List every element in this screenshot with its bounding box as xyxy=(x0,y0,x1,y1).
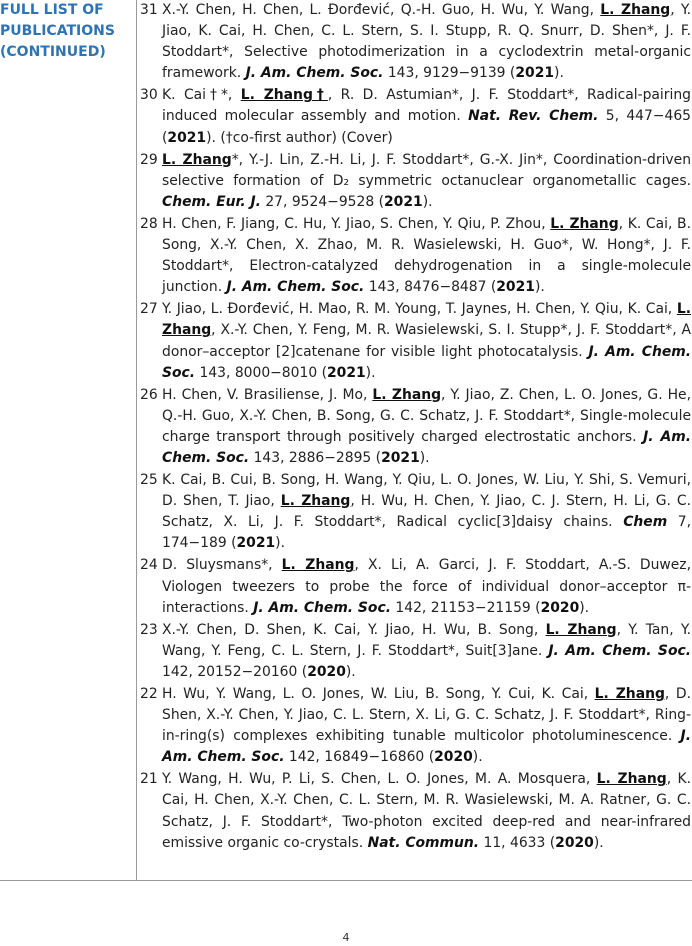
highlighted-author: L. Zhang xyxy=(550,215,619,232)
publication-note: ). xyxy=(365,364,376,381)
publication-year: 2020 xyxy=(307,663,346,680)
publication-title: , H. Wu, H. Chen, Y. Jiao, C. J. Stern, H. Li, G. C. Schatz, X. Li, J. F. Stoddart*, Radical cyclic[3]daisy chains. xyxy=(162,493,691,531)
publication-volume-pages: 142, 21153−21159 ( xyxy=(390,599,541,616)
journal-name: Nat. Commun. xyxy=(367,834,480,851)
highlighted-author: L. Zhang xyxy=(372,386,442,403)
publication-year: 2021 xyxy=(384,193,423,210)
publication-authors: Y. Jiao, L. Đorđević, H. Mao, R. M. Young, T. Jaynes, H. Chen, Y. Qiu, K. Cai, xyxy=(162,301,677,318)
journal-name: J. Am. Chem. Soc. xyxy=(245,65,384,82)
publication-number: 27 xyxy=(140,301,158,318)
publication-number: 23 xyxy=(140,621,158,638)
section-heading xyxy=(0,0,136,63)
publication-volume-pages: 5, 447−465 ( xyxy=(162,108,692,146)
publication-entry xyxy=(140,684,691,768)
publication-note: ). (†co-first author) (Cover) xyxy=(206,129,393,146)
publication-year: 2020 xyxy=(540,599,580,616)
highlighted-author: L. Zhang xyxy=(600,2,671,18)
highlighted-author: L. Zhang† xyxy=(240,87,328,104)
publication-title: , X.-Y. Chen, Y. Feng, M. R. Wasielewski, S. I. Stupp*, J. F. Stoddart*, A donor–acceptor [2]catenane for visible light photocatalysis. xyxy=(162,322,691,360)
publication-note: ). xyxy=(534,279,545,296)
publication-note: ). xyxy=(579,599,590,616)
publication-year: 2021 xyxy=(236,535,276,552)
publication-title: , Y. Jiao, Z. Chen, L. O. Jones, G. He, Q.-H. Guo, X.-Y. Chen, B. Song, G. C. Schatz, J. F. Stoddart*, Single-molecule charge transport through positively charged electrostatic anchors. xyxy=(162,386,691,445)
publication-note: ). xyxy=(419,449,430,466)
journal-name: Chem xyxy=(623,514,668,531)
publication-number: 26 xyxy=(140,386,158,403)
publication-authors: H. Wu, Y. Wang, L. O. Jones, W. Liu, B. Song, Y. Cui, K. Cai, xyxy=(162,686,595,702)
publication-number: 31 xyxy=(140,2,158,18)
publication-authors: X.-Y. Chen, D. Shen, K. Cai, Y. Jiao, H. Wu, B. Song, xyxy=(162,621,546,638)
publication-number: 28 xyxy=(140,215,158,232)
publication-note: ). xyxy=(554,65,564,82)
journal-name: J. Am. Chem. Soc. xyxy=(162,343,692,381)
publication-volume-pages: 143, 8476−8487 ( xyxy=(364,279,497,296)
publication-number: 24 xyxy=(140,557,158,574)
publication-note: ). xyxy=(345,663,356,680)
vertical-divider xyxy=(136,0,137,880)
publication-volume-pages: 142, 16849−16860 ( xyxy=(284,749,435,766)
publication-authors: K. Cai†*, xyxy=(162,87,241,104)
publication-title: , Y. Jiao, K. Cai, H. Chen, C. L. Stern, S. I. Stupp, R. Q. Snurr, D. Shen*, J. F. Stoddart*, Selective photodimerization in a cyclodextrin metal-organic framework. xyxy=(162,2,691,82)
publication-entry xyxy=(140,85,691,148)
publication-title: , Y. Tan, Y. Wang, Y. Feng, C. L. Stern, J. F. Stoddart*, Suit[3]ane. xyxy=(162,621,691,659)
highlighted-author: L. Zhang xyxy=(594,686,665,702)
journal-name: Chem. Eur. J. xyxy=(162,193,261,210)
publication-authors: K. Cai, B. Cui, B. Song, H. Wang, Y. Qiu, L. O. Jones, W. Liu, Y. Shi, S. Vemuri, D. Shen, T. Jiao, xyxy=(162,472,691,510)
publication-authors: D. Sluysmans*, xyxy=(162,557,282,574)
journal-name: J. Am. Chem. Soc. xyxy=(162,428,691,466)
highlighted-author: L. Zhang xyxy=(281,557,355,574)
publication-number: 21 xyxy=(140,771,158,788)
publication-volume-pages: 11, 4633 ( xyxy=(479,834,556,851)
publication-volume-pages: 143, 8000−8010 ( xyxy=(195,364,327,381)
publication-number: 30 xyxy=(140,87,158,104)
publication-authors: H. Chen, V. Brasiliense, J. Mo, xyxy=(162,386,373,403)
publication-entry xyxy=(140,555,691,618)
publication-year: 2021 xyxy=(381,449,420,466)
highlighted-author: L. Zhang xyxy=(162,301,691,339)
publication-note: ). xyxy=(275,535,286,552)
bottom-divider xyxy=(0,880,692,881)
publication-entry xyxy=(140,0,691,84)
publication-note: ). xyxy=(593,834,604,851)
publication-note: ). xyxy=(422,193,433,210)
highlighted-author: L. Zhang xyxy=(280,493,351,510)
publication-entry xyxy=(140,620,691,683)
publication-title: , X. Li, A. Garci, J. F. Stoddart, A.-S. Duwez, Viologen tweezers to probe the force of individual donor–acceptor π-interactions. xyxy=(162,557,691,616)
publication-note: ). xyxy=(472,749,483,766)
journal-name: Nat. Rev. Chem. xyxy=(468,108,599,125)
publication-authors: Y. Wang, H. Wu, P. Li, S. Chen, L. O. Jones, M. A. Mosquera, xyxy=(162,771,597,788)
publication-title: , K. Cai, B. Song, X.-Y. Chen, X. Zhao, M. R. Wasielewski, H. Guo*, W. Hong*, J. F. Stoddart*, Electron-catalyzed dehydrogenation in a single-molecule junction. xyxy=(162,215,691,296)
publication-year: 2021 xyxy=(496,279,535,296)
highlighted-author: L. Zhang xyxy=(545,621,617,638)
publication-year: 2020 xyxy=(434,749,473,766)
publication-volume-pages: 27, 9524−9528 ( xyxy=(260,193,385,210)
journal-name: J. Am. Chem. Soc. xyxy=(226,279,365,296)
publication-year: 2021 xyxy=(327,364,366,381)
publication-year: 2021 xyxy=(167,129,207,146)
publication-number: 25 xyxy=(140,472,158,489)
publication-title: , R. D. Astumian*, J. F. Stoddart*, Radical-pairing induced molecular assembly and motion. xyxy=(162,87,691,125)
publication-volume-pages: 142, 20152−20160 ( xyxy=(162,663,308,680)
publication-authors: X.-Y. Chen, H. Chen, L. Đorđević, Q.-H. Guo, H. Wu, Y. Wang, xyxy=(162,2,601,18)
publication-year: 2021 xyxy=(515,65,555,82)
publication-entry xyxy=(140,385,691,469)
journal-name: J. Am. Chem. Soc. xyxy=(548,642,691,659)
page-number: 4 xyxy=(342,931,350,944)
publication-entry xyxy=(140,470,691,554)
highlighted-author: L. Zhang xyxy=(162,151,232,168)
publication-number: 22 xyxy=(140,686,158,702)
publication-year: 2020 xyxy=(555,834,594,851)
publication-title: , D. Shen, X.-Y. Chen, Y. Jiao, C. L. Stern, X. Li, G. C. Schatz, J. F. Stoddart*, Ring-in-ring(s) complexes exhibiting tunable multicolor photoluminescence. xyxy=(162,686,691,745)
publication-entry xyxy=(140,150,691,213)
publication-authors: H. Chen, F. Jiang, C. Hu, Y. Jiao, S. Chen, Y. Qiu, P. Zhou, xyxy=(162,215,551,232)
publication-title: , K. Cai, H. Chen, X.-Y. Chen, C. L. Stern, M. R. Wasielewski, M. A. Ratner, G. C. Schatz, J. F. Stoddart*, Two-photon excited deep-red and near-infrared emissive organic co-crystals. xyxy=(162,771,691,851)
publication-list xyxy=(140,0,691,855)
publication-entry xyxy=(140,299,691,383)
publication-volume-pages: 143, 9129−9139 ( xyxy=(383,65,516,82)
publication-volume-pages: 143, 2886−2895 ( xyxy=(249,449,382,466)
highlighted-author: L. Zhang xyxy=(596,771,667,788)
publication-entry xyxy=(140,214,691,298)
section-heading-line: PUBLICATIONS xyxy=(0,23,115,39)
journal-name: J. Am. Chem. Soc. xyxy=(162,728,691,766)
journal-name: J. Am. Chem. Soc. xyxy=(253,599,391,616)
publication-volume-pages: 7, 174−189 ( xyxy=(162,514,692,552)
section-heading-line: (CONTINUED) xyxy=(0,44,106,60)
publication-entry xyxy=(140,769,691,853)
publication-number: 29 xyxy=(140,151,158,168)
section-heading-line: FULL LIST OF xyxy=(0,2,104,18)
publication-title: *, Y.-J. Lin, Z.-H. Li, J. F. Stoddart*, G.-X. Jin*, Coordination-driven selective formation of D₂ symmetric octanuclear organometallic cages. xyxy=(162,151,691,189)
